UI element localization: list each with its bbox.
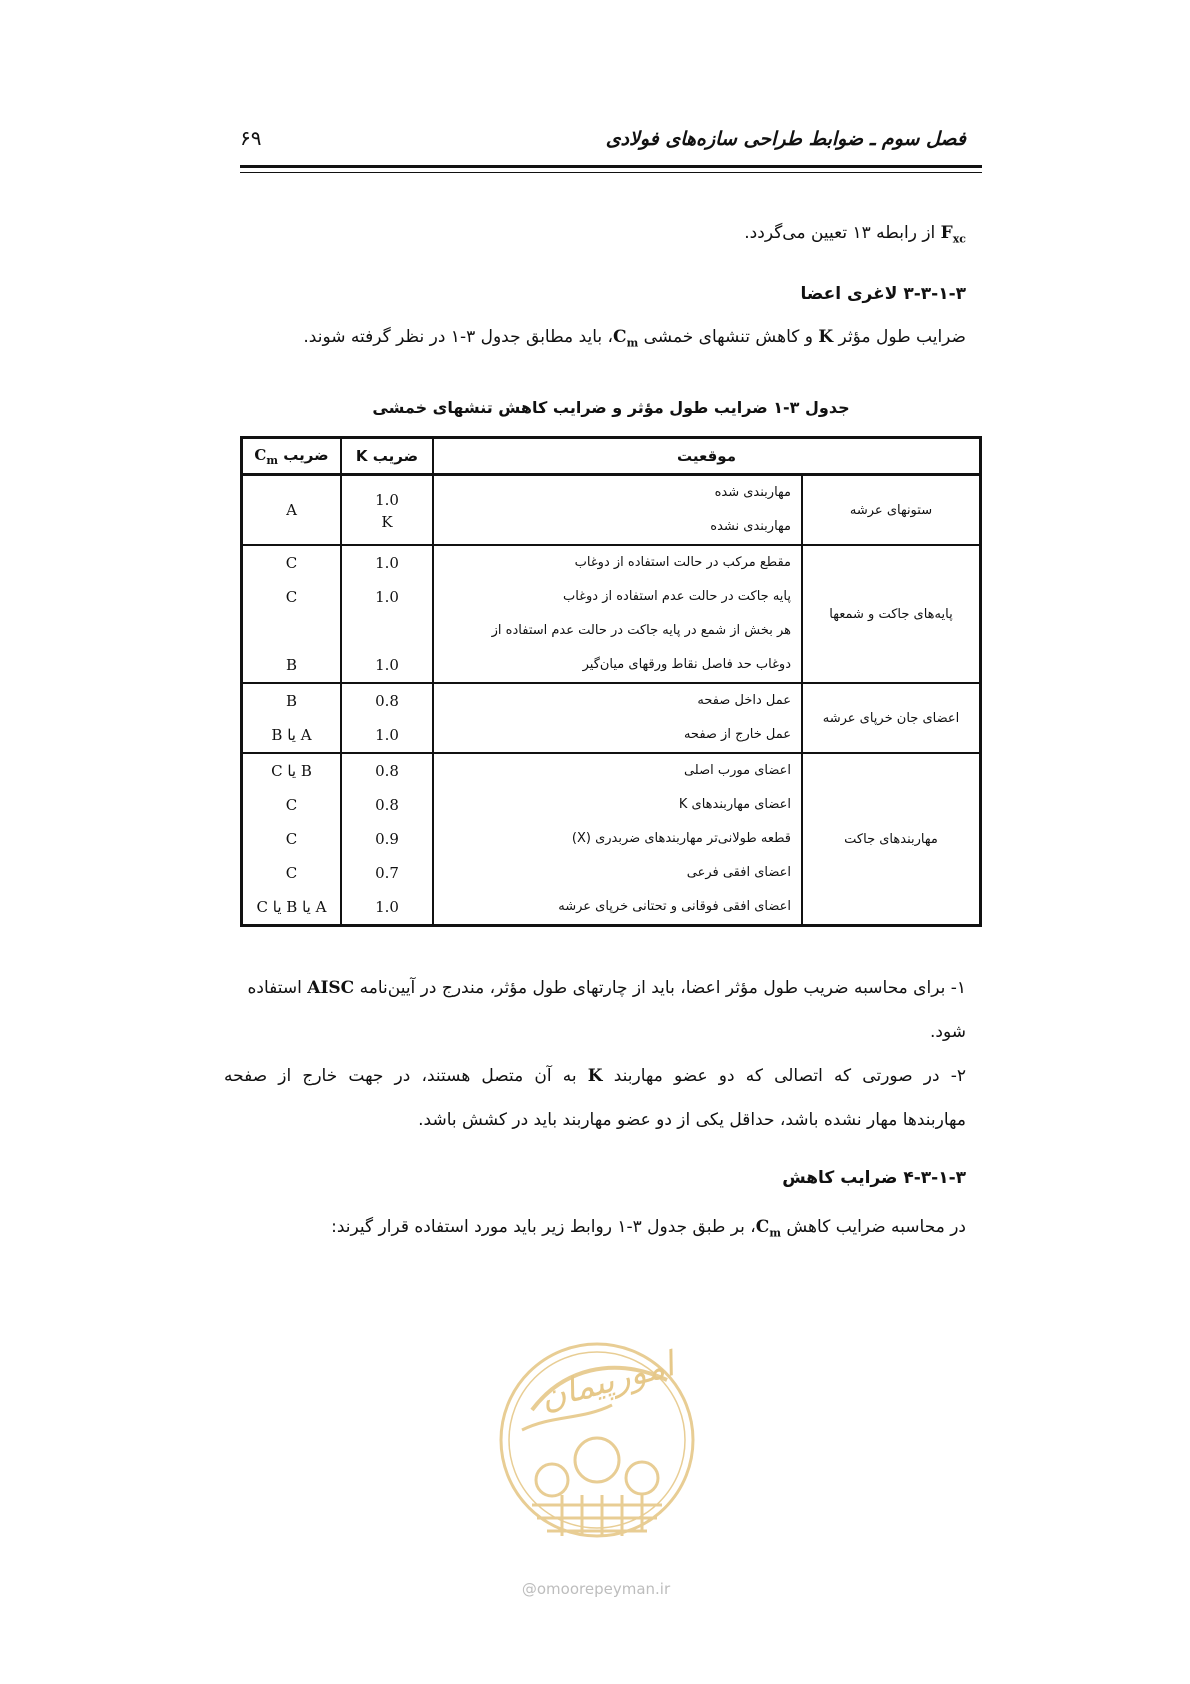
k-cell: 0.7 bbox=[375, 864, 399, 882]
section-heading-reduction: ۴-۳-۱-۳ ضرایب کاهش bbox=[782, 1168, 966, 1188]
note-1: ۱- برای محاسبه ضریب طول مؤثر اعضا، باید از چارتهای طول مؤثر، مندرج در آیین‌نامه AISC استفاده bbox=[247, 978, 966, 998]
fxc-symbol: $F_{xc}$ bbox=[940, 223, 966, 246]
location-cell: دوغاب حد فاصل نقاط ورقهای میان‌گیر bbox=[582, 657, 791, 672]
group-category: اعضای جان خرپای عرشه bbox=[802, 683, 981, 753]
group-category: مهاربندهای جاکت bbox=[802, 753, 981, 926]
watermark-caption: @omoorepeyman.ir bbox=[521, 1580, 671, 1598]
header-rule-thick bbox=[240, 165, 982, 168]
chapter-title: فصل سوم ـ ضوابط طراحی سازه‌های فولادی bbox=[605, 128, 966, 150]
intro-paragraph: $F_{xc}$ از رابطه ۱۳ تعیین می‌گردد. bbox=[744, 223, 966, 246]
note-1-continued: شود. bbox=[929, 1022, 966, 1042]
table-group-deck-columns bbox=[242, 475, 981, 546]
table-body bbox=[242, 475, 981, 926]
k-cell: 0.9 bbox=[375, 830, 399, 848]
table-header-row bbox=[242, 438, 981, 475]
k-cell: 0.8 bbox=[375, 796, 399, 814]
table-notes bbox=[224, 966, 966, 1142]
slenderness-paragraph: ضرایب طول مؤثر K و کاهش تنشهای خمشی $C_m،$ باید مطابق جدول ۳-۱ در نظر گرفته شوند. bbox=[303, 327, 966, 350]
location-cell: اعضای مهاربندهای K bbox=[678, 797, 791, 812]
header-rule-thin bbox=[240, 172, 982, 173]
k-cell: K bbox=[381, 513, 393, 531]
k-cell bbox=[342, 614, 432, 648]
cm-cell bbox=[243, 614, 340, 648]
cm-cell: C bbox=[285, 588, 298, 606]
k-cell: 1.0 bbox=[375, 554, 399, 572]
cm-cell: C bbox=[285, 554, 298, 572]
header-cm: ضریب $C_m$ bbox=[242, 438, 342, 475]
cm-cell: C bbox=[285, 830, 298, 848]
location-cell: هر بخش از شمع در پایه جاکت در حالت عدم استفاده از bbox=[491, 623, 791, 638]
location-cell: قطعه طولانی‌تر مهاربندهای ضربدری (X) bbox=[571, 831, 791, 846]
cm-cell: B یا C bbox=[271, 762, 312, 780]
header-k: ضریب K bbox=[341, 438, 433, 475]
location-cell: اعضای افقی فوقانی و تحتانی خرپای عرشه bbox=[558, 899, 791, 914]
header-location: موقعیت bbox=[433, 438, 981, 475]
k-cell: 0.8 bbox=[375, 762, 399, 780]
cm-cell: C bbox=[285, 864, 298, 882]
k-cell: 1.0 bbox=[375, 898, 399, 916]
note-2-continued: مهاربندها مهار نشده باشد، حداقل یکی از دو عضو مهاربند باید در کشش باشد. bbox=[418, 1110, 966, 1130]
k-cell: 1.0 bbox=[375, 656, 399, 674]
location-cell: اعضای مورب اصلی bbox=[683, 763, 791, 778]
cm-cell: C bbox=[285, 796, 298, 814]
location-cell: مقطع مرکب در حالت استفاده از دوغاب bbox=[574, 555, 791, 570]
location-cell: مهاربندی شده bbox=[714, 485, 791, 500]
k-cell: 0.8 bbox=[375, 692, 399, 710]
note-2: ۲- در صورتی که اتصالی که دو عضو مهاربند K به آن متصل هستند، در جهت خارج از صفحه bbox=[224, 1066, 966, 1086]
location-cell: عمل خارج از صفحه bbox=[683, 727, 791, 742]
location-cell: پایه جاکت در حالت عدم استفاده از دوغاب bbox=[563, 589, 791, 604]
group-category: پایه‌های جاکت و شمعها bbox=[802, 545, 981, 683]
cm-cell: A یا B یا C bbox=[256, 898, 327, 916]
coefficients-table bbox=[240, 436, 982, 927]
cm-cell: B bbox=[285, 692, 298, 710]
section-heading-slenderness: ۳-۳-۱-۳ لاغری اعضا bbox=[800, 284, 966, 304]
location-cell: مهاربندی نشده bbox=[710, 519, 791, 534]
watermark-script: امورپیمان bbox=[536, 1344, 679, 1419]
table-caption: جدول ۳-۱ ضرایب طول مؤثر و ضرایب کاهش تنشهای خمشی bbox=[372, 398, 850, 417]
k-cell: 1.0 bbox=[375, 491, 399, 509]
k-cell: 1.0 bbox=[375, 726, 399, 744]
cm-cell: B bbox=[285, 656, 298, 674]
cm-cell: A یا B bbox=[271, 726, 312, 744]
table-group-jacket-legs bbox=[242, 545, 981, 683]
reduction-paragraph: در محاسبه ضرایب کاهش $C_m،$ بر طبق جدول ۳-۱ روابط زیر باید مورد استفاده قرار گیرند: bbox=[331, 1217, 966, 1240]
k-cell: 1.0 bbox=[375, 588, 399, 606]
table-group-jacket-braces bbox=[242, 753, 981, 926]
watermark-logo bbox=[492, 1310, 702, 1570]
group-category: ستونهای عرشه bbox=[802, 475, 981, 546]
location-cell: اعضای افقی فرعی bbox=[686, 865, 791, 880]
table-group-truss-web bbox=[242, 683, 981, 753]
page-number: ۶۹ bbox=[240, 126, 262, 150]
cm-cell: A bbox=[242, 475, 342, 546]
location-cell: عمل داخل صفحه bbox=[697, 693, 791, 708]
